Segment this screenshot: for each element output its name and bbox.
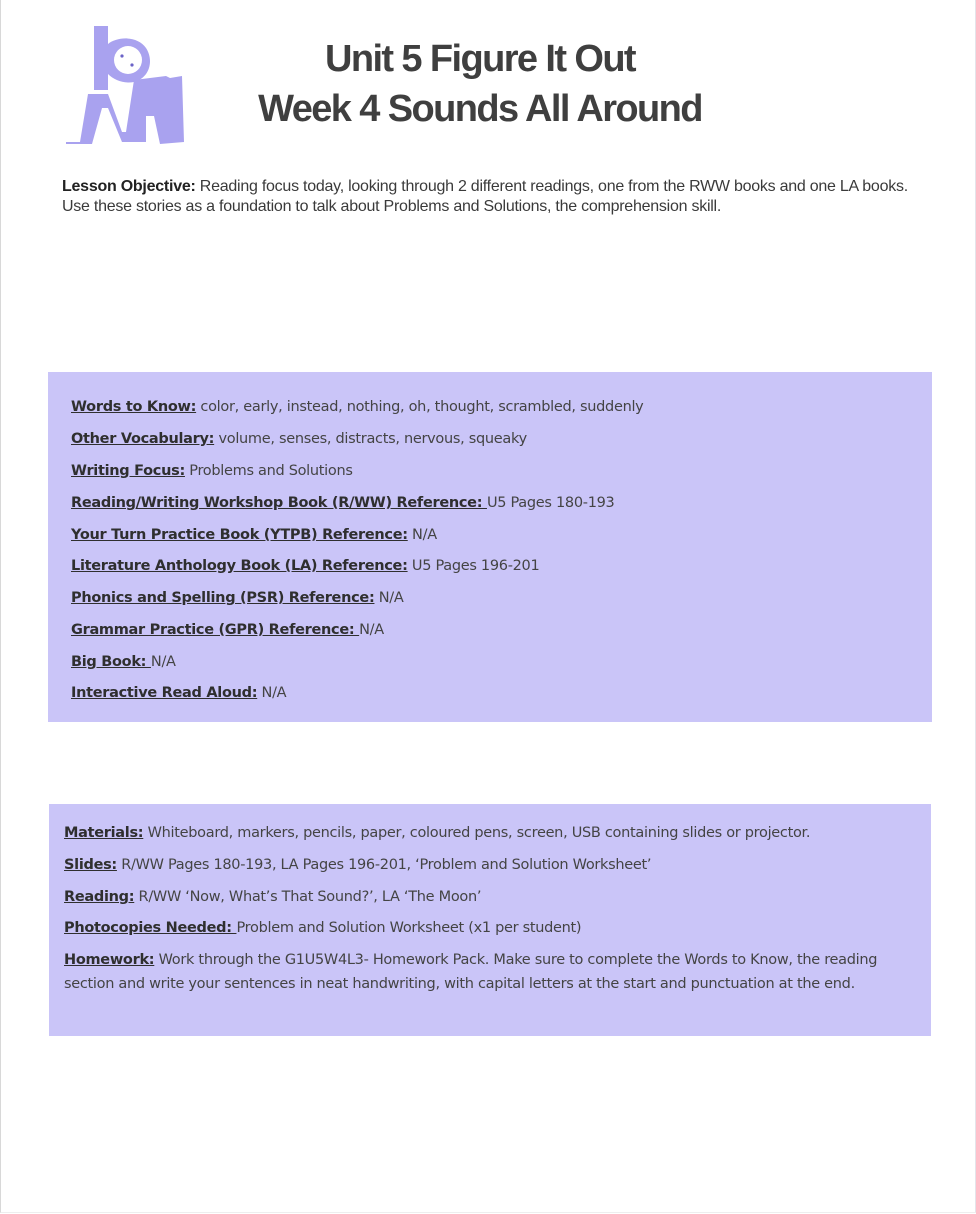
reading-label: Reading: <box>64 889 135 905</box>
week-title: Week 4 Sounds All Around <box>258 88 702 130</box>
slides-value: R/WW Pages 180-193, LA Pages 196-201, ‘Problem and Solution Worksheet’ <box>116 857 652 873</box>
photocopies-value: Problem and Solution Worksheet (x1 per student) <box>236 920 582 936</box>
lesson-objective-text: Reading focus today, looking through 2 different readings, one from the RWW books and one LA books. Use these stories as a foundation to talk about Problems and Solutions, the comprehension skill. <box>62 178 908 215</box>
materials-label: Materials: <box>64 825 144 841</box>
interactive-read-aloud-row <box>71 685 286 701</box>
words-to-know-label: Words to Know: <box>71 399 197 415</box>
homework-row <box>64 948 904 996</box>
big-book-row <box>71 654 176 670</box>
big-book-value: N/A <box>150 654 176 670</box>
psr-reference-label: Phonics and Spelling (PSR) Reference: <box>71 590 375 606</box>
gpr-reference-value: N/A <box>359 622 384 638</box>
materials-value: Whiteboard, markers, pencils, paper, coloured pens, screen, USB containing slides or projector. <box>143 825 811 841</box>
photocopies-row <box>64 920 581 936</box>
interactive-read-aloud-label: Interactive Read Aloud: <box>71 685 258 701</box>
gpr-reference-row <box>71 622 384 638</box>
ytpb-reference-row <box>71 527 437 543</box>
psr-reference-value: N/A <box>374 590 404 606</box>
lesson-objective-label: Lesson Objective: <box>62 178 196 195</box>
materials-panel <box>49 804 931 1036</box>
materials-row <box>64 825 810 841</box>
other-vocabulary-value: volume, senses, distracts, nervous, squeaky <box>214 431 527 447</box>
la-reference-value: U5 Pages 196-201 <box>407 558 540 574</box>
rww-reference-row <box>71 495 614 511</box>
interactive-read-aloud-value: N/A <box>257 685 287 701</box>
reading-value: R/WW ‘Now, What’s That Sound?’, LA ‘The Moon’ <box>134 889 482 905</box>
la-reference-row <box>71 558 539 574</box>
other-vocabulary-label: Other Vocabulary: <box>71 431 215 447</box>
writing-focus-label: Writing Focus: <box>71 463 185 479</box>
rww-reference-value: U5 Pages 180-193 <box>486 495 615 511</box>
references-panel <box>48 372 932 722</box>
writing-focus-row <box>71 463 353 479</box>
photocopies-label: Photocopies Needed: <box>64 920 237 936</box>
words-to-know-value: color, early, instead, nothing, oh, thought, scrambled, suddenly <box>196 399 644 415</box>
slides-row <box>64 857 651 873</box>
words-to-know-row <box>71 399 643 415</box>
rww-reference-label: Reading/Writing Workshop Book (R/WW) Reference: <box>71 495 487 511</box>
other-vocabulary-row <box>71 431 527 447</box>
ytpb-reference-label: Your Turn Practice Book (YTPB) Reference: <box>71 527 408 543</box>
reading-row <box>64 889 481 905</box>
hn-monogram-logo <box>62 20 190 148</box>
la-reference-label: Literature Anthology Book (LA) Reference: <box>71 558 408 574</box>
psr-reference-row <box>71 590 404 606</box>
homework-value: Work through the G1U5W4L3- Homework Pack. Make sure to complete the Words to Know, the reading section and write your sentences in neat handwriting, with capital letters at the start and punctuation at the end. <box>64 952 878 992</box>
gpr-reference-label: Grammar Practice (GPR) Reference: <box>71 622 360 638</box>
writing-focus-value: Problems and Solutions <box>184 463 353 479</box>
lesson-objective <box>62 177 912 217</box>
big-book-label: Big Book: <box>71 654 151 670</box>
slides-label: Slides: <box>64 857 117 873</box>
ytpb-reference-value: N/A <box>407 527 437 543</box>
unit-title: Unit 5 Figure It Out <box>325 38 635 80</box>
homework-label: Homework: <box>64 952 155 968</box>
